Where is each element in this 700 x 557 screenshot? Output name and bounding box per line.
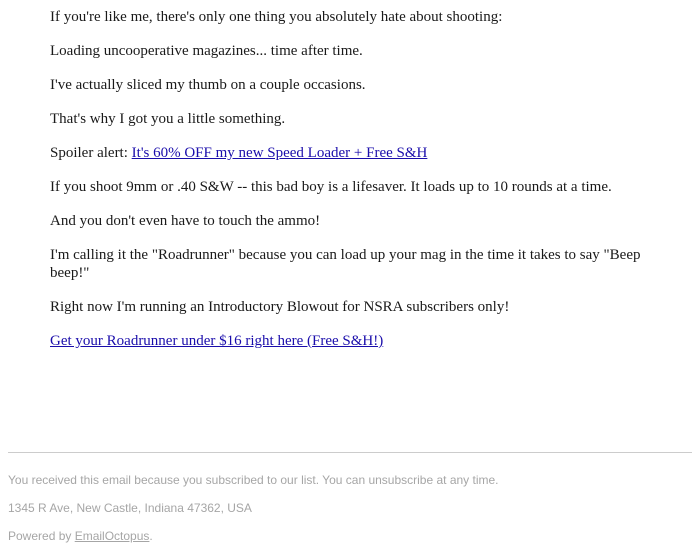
email-body — [50, 8, 650, 366]
speed-loader-offer-link[interactable]: It's 60% OFF my new Speed Loader + Free S&H — [131, 145, 428, 161]
subscription-notice: You received this email because you subscribed to our list. You can unsubscribe at any time. — [8, 473, 499, 487]
paragraph-sliced-thumb: I've actually sliced my thumb on a couple occasions. — [50, 77, 366, 93]
email-footer — [8, 471, 692, 555]
paragraph-roadrunner-cta — [50, 332, 650, 350]
footer-divider — [8, 452, 692, 453]
mailing-address: 1345 R Ave, New Castle, Indiana 47362, USA — [8, 501, 252, 515]
powered-by-label: Powered by — [8, 529, 75, 543]
paragraph-shooting-hate: If you're like me, there's only one thing you absolutely hate about shooting: — [50, 9, 503, 25]
paragraph-spoiler-alert — [50, 144, 650, 162]
powered-by — [8, 527, 692, 555]
paragraph-roadrunner-name: I'm calling it the "Roadrunner" because you can load up your mag in the time it takes to say "Beep beep!" — [50, 247, 641, 281]
powered-by-period: . — [149, 529, 153, 543]
paragraph-introductory-blowout: Right now I'm running an Introductory Blowout for NSRA subscribers only! — [50, 299, 510, 315]
spoiler-alert-label: Spoiler alert: — [50, 145, 132, 161]
paragraph-got-you-something: That's why I got you a little something. — [50, 111, 286, 127]
paragraph-no-touch-ammo: And you don't even have to touch the ammo! — [50, 213, 321, 229]
emailoctopus-link[interactable]: EmailOctopus — [74, 529, 150, 543]
paragraph-lifesaver: If you shoot 9mm or .40 S&W -- this bad boy is a lifesaver. It loads up to 10 rounds at a time. — [50, 179, 612, 195]
roadrunner-purchase-link[interactable]: Get your Roadrunner under $16 right here (Free S&H!) — [50, 333, 384, 349]
paragraph-loading-magazines: Loading uncooperative magazines... time after time. — [50, 43, 363, 59]
